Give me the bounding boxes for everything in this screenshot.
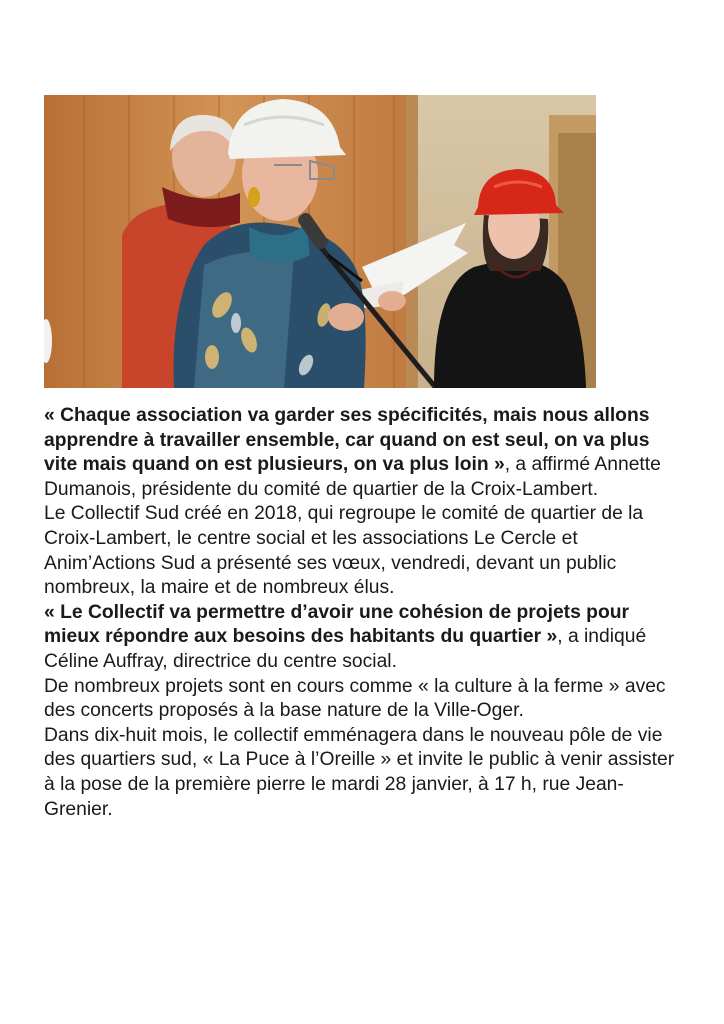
attribution-auffray: , a indiqué Céline Auffray, directrice du centre social. bbox=[44, 626, 647, 672]
attribution-dumanois: , a affirmé Annette Dumanois, présidente du comité de quartier de la Croix-Lambert. bbox=[44, 454, 661, 500]
paragraph-quote-dumanois bbox=[44, 404, 684, 502]
paragraph-projets: De nombreux projets sont en cours comme « la culture à la ferme » avec des concerts proposés à la base nature de la Ville-Oger. bbox=[44, 675, 666, 722]
article-text bbox=[44, 404, 684, 822]
quote-auffray: « Le Collectif va permettre d’avoir une cohésion de projets pour mieux répondre aux besoins des habitants du quartier » bbox=[44, 601, 629, 648]
paragraph-puce-oreille: Dans dix-huit mois, le collectif emménagera dans le nouveau pôle de vie des quartiers sud, « La Puce à l’Oreille » et invite le public à venir assister à la pose de la première pierre le mardi 28 janvier, à 17 h, rue Jean- Grenier. bbox=[44, 724, 675, 820]
paragraph-quote-auffray bbox=[44, 601, 684, 675]
article-photo bbox=[44, 95, 596, 388]
quote-dumanois: « Chaque association va garder ses spécificités, mais nous allons apprendre à travailler ensemble, car quand on est seul, on va plus vite mais quand on est plusieurs, on va plus loin » bbox=[44, 405, 650, 476]
paragraph-collectif: Le Collectif Sud créé en 2018, qui regroupe le comité de quartier de la Croix-Lambert, le centre social et les associations Le Cercle et Anim’Actions Sud a présenté ses vœux, vendredi, devant un public nombreux, la maire et de nombreux élus. bbox=[44, 503, 644, 599]
